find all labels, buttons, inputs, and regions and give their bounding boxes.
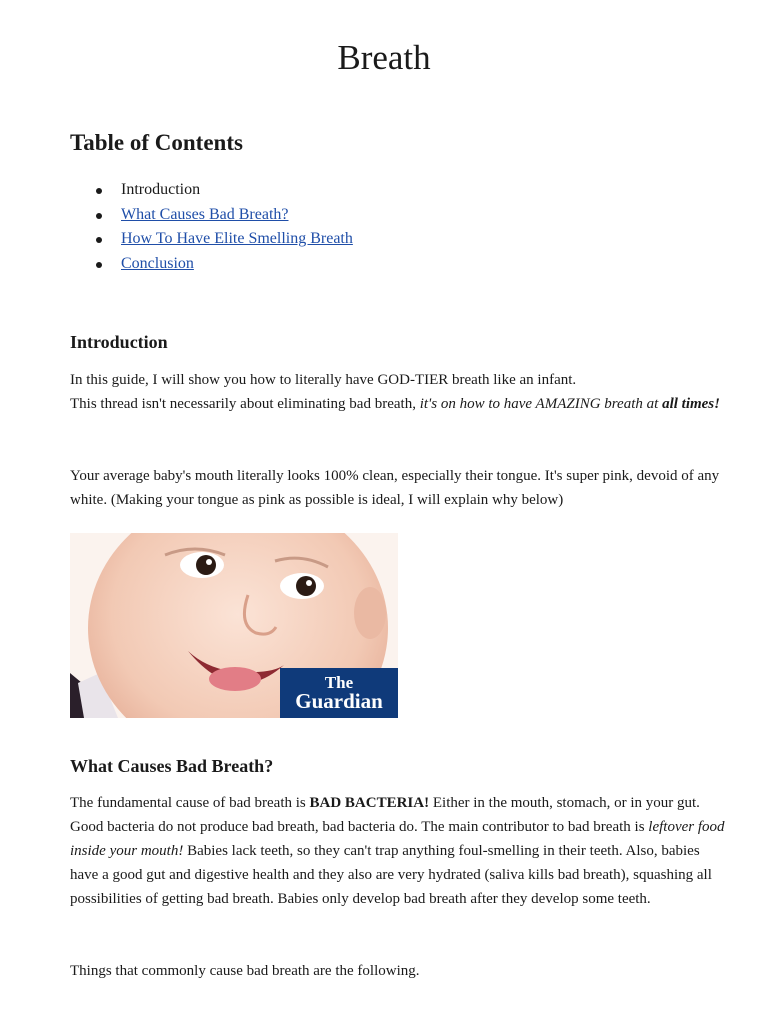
causes-text-a: The fundamental cause of bad breath is [70, 795, 310, 811]
causes-paragraph-2: Things that commonly cause bad breath are the following. [70, 963, 420, 979]
page-title: Breath [337, 38, 431, 77]
causes-text-bold: BAD BACTERIA! [309, 795, 430, 811]
toc-list [96, 178, 353, 276]
introduction-heading: Introduction [70, 332, 168, 352]
logo-line-1: The [324, 673, 354, 692]
toc-item-elite-breath [96, 227, 353, 252]
causes-text-italic: leftover food inside your mouth! [70, 819, 725, 859]
causes-heading: What Causes Bad Breath? [70, 756, 274, 776]
introduction-paragraph-1 [70, 368, 730, 416]
toc-link-conclusion[interactable]: Conclusion [121, 254, 194, 272]
intro-line-1: In this guide, I will show you how to literally have GOD-TIER breath like an infant. [70, 372, 577, 388]
toc-link-what-causes[interactable]: What Causes Bad Breath? [121, 205, 289, 223]
introduction-paragraph-2: Your average baby's mouth literally looks 100% clean, especially their tongue. It's super pink, devoid of any white. (Making your tongue as pink as possible is ideal, I will explain why below) [70, 468, 720, 508]
guardian-logo [280, 668, 398, 718]
toc-link-elite-breath[interactable]: How To Have Elite Smelling Breath [121, 230, 353, 247]
intro-line-2: This thread isn't necessarily about eliminating bad breath, [70, 396, 420, 412]
toc-item-introduction [96, 178, 353, 203]
causes-paragraph-1 [70, 791, 730, 911]
toc-item-what-causes [96, 203, 353, 228]
toc-heading: Table of Contents [70, 130, 243, 155]
causes-text-e: Babies lack teeth, so they can't trap anything foul-smelling in their teeth. Also, babies have a good gut and digestive health and they also are very hydrated (saliva kills bad breath), squashing all possibilities of getting bad breath. Babies only develop bad breath after they develop some teeth. [70, 843, 712, 907]
toc-item-label: Introduction [121, 181, 201, 198]
logo-line-2: Guardian [295, 689, 383, 713]
intro-line-2-italic: it's on how to have AMAZING breath at [419, 396, 663, 412]
intro-line-2-bold-italic: all times! [662, 396, 720, 412]
toc-item-conclusion [96, 252, 353, 277]
causes-text-c: Either in the mouth, stomach, or in your gut. Good bacteria do not produce bad breath, bad bacteria do. The main contributor to bad breath is [70, 795, 700, 835]
baby-photo [70, 533, 398, 718]
